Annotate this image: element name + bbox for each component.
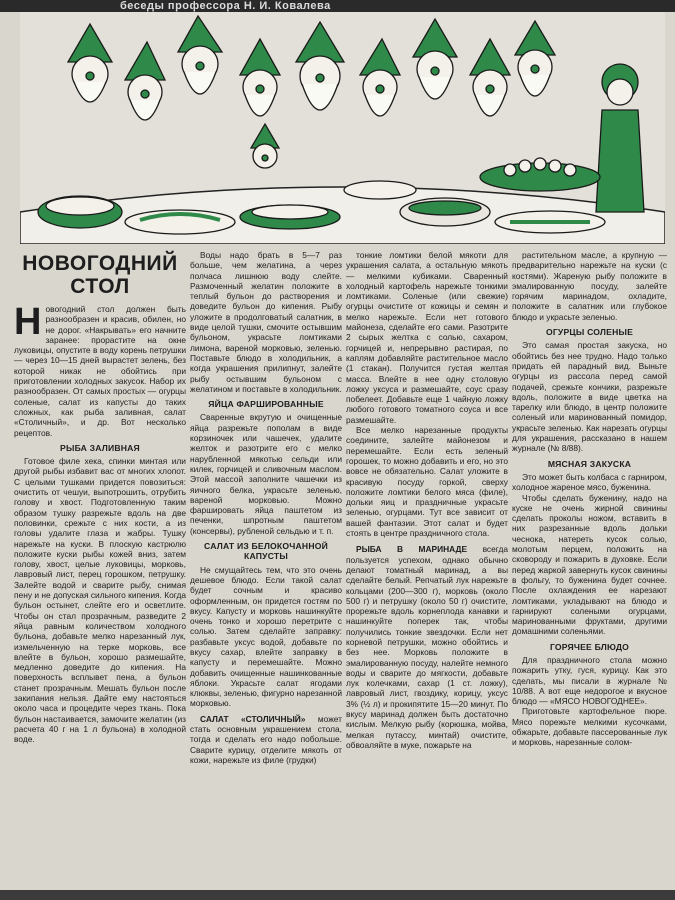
section-title-eggs: ЯЙЦА ФАРШИРОВАННЫЕ	[208, 399, 324, 410]
section-title-stolichny: САЛАТ «СТОЛИЧНЫЙ»	[200, 713, 306, 724]
section-text-stolichny: может стать основным украшением стола, тогда и сделать его надо побольше. Сварите курицу, отделите мякоть от кожи, нарежьте из филе (грудки)	[190, 713, 342, 765]
section-text-cucumbers: Это самая простая закуска, но обойтись без нее трудно. Надо только придать ей парадный вид. Выньте огурцы из рассола перед самой подачей, срежьте кончики, разрежьте вдоль, положите в виде цветка на тарелку или блюдо, в центр положите соленый или маринованный помидор, украсьте зеленью. Как нарезать огурцы для украшения, рассказано в нашем журнале (№ 8/88).	[512, 340, 667, 454]
section-title-meat: МЯСНАЯ ЗАКУСКА	[547, 458, 632, 469]
stolichny-continued-text-2: Все мелко нарезанные продукты соедините, залейте майонезом и перемешайте. Если есть зеленый горошек, то можно добавить и его, но это вовсе не обязательно. Салат уложите в красивую посуду горкой, сверху положите ломтики белого мяса (филе), дольки яиц и праздничные украсьте зеленью, огурцами. Тут все зависит от вашей фантазии. Этот салат и будет стоять в центре праздничного стола.	[346, 425, 508, 539]
header-banner: беседы профессора Н. И. Ковалева	[0, 0, 675, 12]
section-text-cabbage: Не смущайтесь тем, что это очень дешевое блюдо. Если такой салат будет сочным и красиво оформленным, он придется гостям по вкусу. Капусту и морковь нашинкуйте очень тонко и хорошо перетрите с солью. Затем сделайте заправку: разбавьте уксус водой, добавьте по вкусу сахар, влейте заправку в капусту и перемешайте. Можно добавить очищенные нашинкованные яблоки. Украсьте салат ягодами клюквы, зеленью, фигурно нарезанной морковью.	[190, 564, 342, 709]
column-2	[190, 250, 342, 892]
column-4	[512, 250, 667, 892]
column-1	[14, 250, 186, 892]
section-title-cabbage: САЛАТ ИЗ БЕЛОКОЧАННОЙ КАПУСТЫ	[204, 541, 328, 562]
section-title-cucumbers: ОГУРЦЫ СОЛЕНЫЕ	[545, 327, 634, 338]
section-text-marinade: всегда пользуется успехом, однако обычно делают томатный маринад, а вы сделайте белый. Репчатый лук нарежьте кольцами (200—300 г), морковь (около 500 г) и петрушку (около 50 г) очистите, прорежьте вдоль корнеплода канавки и нашинкуйте поперек так, чтобы получились тонкие звездочки. Если нет корневой петрушки, можно обойтись и без нее. Морковь положите в эмалированную посуду, налейте немного воды и сварите до мягкости, добавьте лук колечками, сахар (1 ст. ложку), лавровый лист, гвоздику, корицу, уксус 3% (½ л) и прокипятите 15—20 минут. По вкусу маринад должен быть достаточно кислым. Мелкую рыбу (корюшка, мойва, мелкая путассу, минтай) очистите, обвоаляйте в муке, пожарьте на	[346, 544, 508, 750]
section-text-meat-2: Чтобы сделать буженину, надо на куске не очень жирной свинины сделать проколы ножом, вставить в них разрезанные вдоль дольки чеснока, натереть кусок солью, молотым перцем, положить на сковороду и пожарить в духовке. Если перед жаркой завернуть кусок свинины в фольгу, то буженина будет сочнее. После охлаждения ее нарезают ломтиками, укладывают на блюдо и гарнируют солеными огурцами, маринованными фруктами, другими домашними соленьями.	[512, 492, 667, 637]
article-title: НОВОГОДНИЙ СТОЛ	[22, 252, 178, 298]
dropcap-letter: Н	[14, 301, 42, 343]
section-title-fish: РЫБА ЗАЛИВНАЯ	[60, 442, 140, 453]
bottom-edge	[0, 890, 675, 900]
section-text-fish: Готовое филе хека, спинки минтая или другой рыбы избавит вас от многих хлопот. С целыми тушками придется повозиться: очистить от чешуи, выпотрошить, отрубить голову и хвост. Подготовленную таким образом тушку разрежьте вдоль на две половинки, срежьте с них кости, а из головы удалите глаза и жабры. Тушку нарежьте на куски. В плоскую кастрюлю положите куски рыбы кожей вниз, затем голову, хвост, целые луковицы, морковь, лавровый лист, перец горошком, петрушку. Залейте водой и сварите рыбу, снимая пену и не допуская сильного кипения. Когда бульон остынет, слейте его и осветлите. Чтобы он стал прозрачным, разведите 2 яйца равным количеством холодного бульона, добавьте мелко нарезанный лук, измельченную на терке морковь, все влейте в бульон, хорошо размешайте, медленно доведите до кипения. На поверхность всплывет пена, а бульон станет прозрачным. Мешать бульон после закипания нельзя. Дайте ему настояться около часа и процедите через ткань. Пока бульон настаивается, замочите желатин (из расчета 40 г на 1 л бульона) в холодной воде.	[14, 456, 186, 745]
gnomes-feast-illustration	[20, 12, 665, 244]
section-title-marinade: РЫБА В МАРИНАДЕ	[356, 544, 468, 555]
article-intro	[14, 301, 186, 438]
column-3	[346, 250, 508, 892]
section-text-hot-2: Приготовьте картофельное пюре. Мясо порежьте мелкими кусочками, обжарьте, добавьте пассерованные лук и морковь, нарезанные солом-	[512, 706, 667, 748]
section-text-meat-1: Это может быть колбаса с гарниром, холодное жареное мясо, буженина.	[512, 471, 667, 493]
marinade-continued-text: растительном масле, а крупную — предварительно нарежьте на куски (с костями). Жареную рыбу положите в эмалированную посуду, залейте горячим маринадом, охладите, положите в салатник или глубокое блюдо и украсьте зеленью.	[512, 250, 667, 322]
stolichny-continued-text-1: тонкие ломтики белой мякоти для украшения салата, а остальную мякоть — мелкими кубиками. Сваренный холодный картофель нарежьте тонкими ломтиками. Соленые (или свежие) огурцы очистите от кожицы и семян и мелко нарежьте. Если нет готового майонеза, сделайте его сами. Разотрите 2 сырых желтка с солью, сахаром, горчицей и, непрерывно растирая, по каплям добавляйте растительное масло (1 стакан). Получится густая желтая масса. Влейте в нее одну столовую ложку уксуса и размешайте, соус сразу побелеет. Добавьте еще 1 чайную ложку любого готового томатного соуса и все размешайте.	[346, 250, 508, 425]
intro-text: овогодний стол должен быть разнообразен и красив, обилен, но не дорог. «Накрывать» его начните заранее: прорастите на окне луковицы, опустите в воду корень петрушки — через 10—15 дней вырастет зелень, без которой никак не обойтись при приготовлении холодных закусок. Набор их разнообразен. От самых простых — огурцы соленые, салат из капусты до таких сложных, как рыба заливная, салат «Столичный», и др. Вот несколько рецептов.	[14, 304, 186, 438]
fish-continued-text: Воды надо брать в 5—7 раз больше, чем желатина, а через полчаса лишнюю воду слейте. Размоченный желатин положите в теплый бульон до растворения и доведите бульон до кипения. Рыбу уложите в продолговатый салатник, в виде целой тушки, смочите остывшим бульоном, украсьте ломтиками лимона, вареной морковью, зеленью. Поставьте блюдо в холодильник, а когда украшения прилипнут, залейте рыбу остывшим бульоном с желатином и поставьте в холодильник.	[190, 250, 342, 394]
section-text-hot-1: Для праздничного стола можно пожарить утку, гуся, курицу. Как это сделать, мы писали в журнале № 10/88. А вот еще недорогое и вкусное блюдо — «МЯСО НОВОГОДНЕЕ».	[512, 654, 667, 707]
section-text-eggs: Сваренные вкрутую и очищенные яйца разрежьте пополам в виде корзиночек или чашечек, удалите желток и разотрите его с мелко нарубленной мякотью сельди или килек, горчицей и сливочным маслом. Этой массой заполните чашечки из яичного белка, украсьте зеленью, вареной морковью. Можно фаршировать яйца паштетом из печенки, шпротным паштетом (консервы), рубленой сельдью и т. п.	[190, 412, 342, 536]
section-title-hot: ГОРЯЧЕЕ БЛЮДО	[549, 641, 630, 652]
